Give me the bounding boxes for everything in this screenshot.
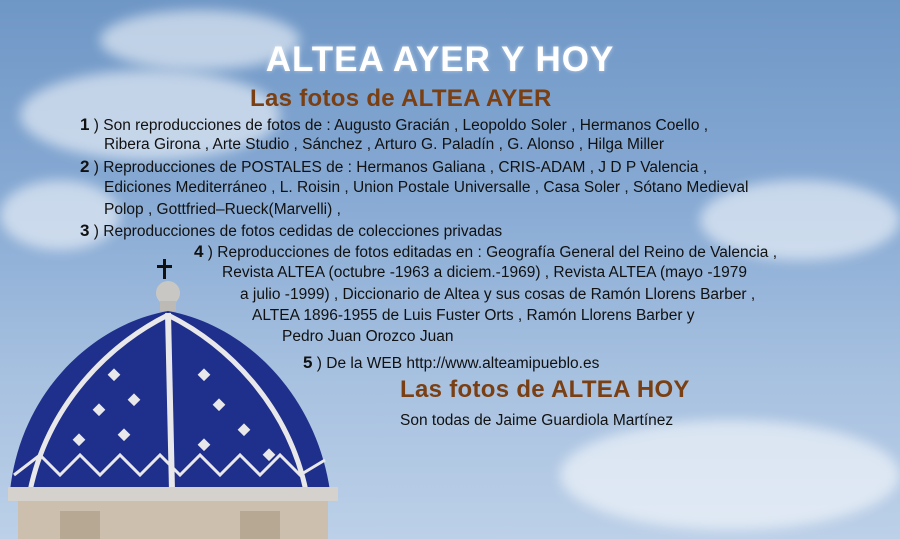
list-item-1-cont: Ribera Girona , Arte Studio , Sánchez , Arturo G. Paladín , G. Alonso , Hilga Miller (104, 136, 664, 153)
list-item-2-cont: Polop , Gottfried–Rueck(Marvelli) , (104, 201, 341, 218)
list-item-4-cont: ALTEA 1896-1955 de Luis Fuster Orts , Ramón Llorens Barber y (252, 307, 695, 324)
cloud (560, 420, 900, 530)
heading-ayer: Las fotos de ALTEA AYER (250, 85, 552, 112)
list-item-4-cont: a julio -1999) , Diccionario de Altea y sus cosas de Ramón Llorens Barber , (240, 286, 756, 303)
list-item-2: 2 ) Reproducciones de POSTALES de : Hermanos Galiana , CRIS-ADAM , J D P Valencia , (80, 157, 708, 176)
list-item-4-cont: Revista ALTEA (octubre -1963 a diciem.-1969) , Revista ALTEA (mayo -1979 (222, 264, 747, 281)
heading-hoy: Las fotos de ALTEA HOY (400, 376, 690, 403)
list-item-5: 5 ) De la WEB http://www.alteamipueblo.es (303, 353, 600, 372)
list-item-4: 4 ) Reproducciones de fotos editadas en : Geografía General del Reino de Valencia , (194, 242, 778, 261)
list-item-4-cont: Pedro Juan Orozco Juan (282, 328, 454, 345)
list-item-3: 3 ) Reproducciones de fotos cedidas de colecciones privadas (80, 221, 503, 240)
page-title: ALTEA AYER Y HOY (265, 40, 615, 79)
list-item-1: 1 ) Son reproducciones de fotos de : Augusto Gracián , Leopoldo Soler , Hermanos Coello , (80, 115, 709, 134)
credit-text: Son todas de Jaime Guardiola Martínez (400, 412, 674, 429)
list-item-2-cont: Ediciones Mediterráneo , L. Roisin , Union Postale Universalle , Casa Soler , Sótano Medieval (104, 179, 749, 196)
